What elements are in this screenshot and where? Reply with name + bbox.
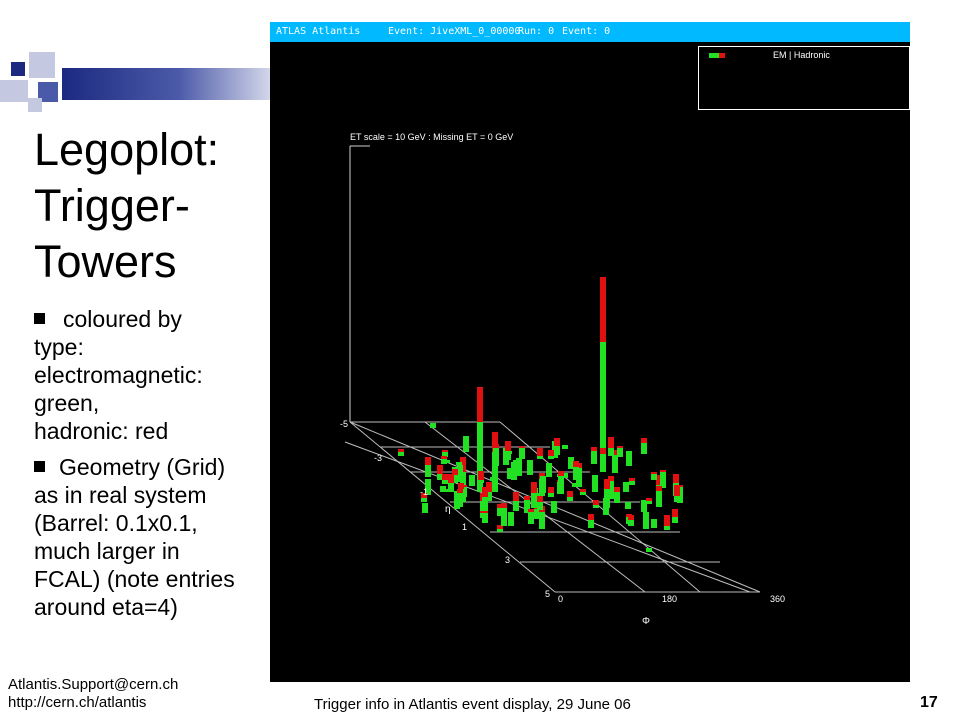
em-tower bbox=[516, 458, 522, 476]
em-tower bbox=[478, 480, 484, 483]
eta-tick: 1 bbox=[462, 522, 468, 532]
decor-square-light-1 bbox=[29, 52, 55, 78]
em-tower bbox=[444, 489, 450, 492]
bullet-square-icon bbox=[34, 313, 45, 324]
em-tower bbox=[546, 471, 552, 477]
em-tower bbox=[604, 489, 610, 507]
em-tower bbox=[444, 460, 450, 463]
bullet-text: around eta=4) bbox=[34, 594, 178, 620]
atlantis-event-label: Event: JiveXML_0_00000 bbox=[388, 26, 521, 37]
em-tower bbox=[612, 455, 618, 473]
hadronic-tower bbox=[528, 509, 534, 512]
hadronic-tower bbox=[656, 486, 662, 491]
em-tower bbox=[527, 460, 533, 475]
em-tower bbox=[508, 512, 514, 526]
em-tower bbox=[646, 548, 652, 552]
phi-tick: 360 bbox=[770, 594, 786, 604]
footer-title: Trigger info in Atlantis event display, 29 June 06 bbox=[314, 696, 631, 713]
em-tower bbox=[480, 513, 486, 518]
hadronic-tower bbox=[448, 474, 454, 483]
hadronic-tower bbox=[593, 500, 599, 505]
phi-tick: 180 bbox=[662, 594, 678, 604]
title-line: Towers bbox=[34, 236, 177, 287]
em-tower bbox=[548, 456, 554, 459]
atlantis-event-number: Event: 0 bbox=[562, 26, 611, 37]
bullet-text: electromagnetic: bbox=[34, 362, 203, 388]
em-tower bbox=[651, 474, 657, 480]
hadronic-tower bbox=[629, 478, 635, 481]
em-tower bbox=[558, 476, 564, 494]
hadronic-tower bbox=[480, 511, 486, 513]
bullet-text: coloured by bbox=[63, 306, 182, 332]
hadronic-tower bbox=[608, 437, 614, 448]
em-tower bbox=[629, 481, 635, 485]
hadronic-tower bbox=[672, 509, 678, 517]
et-scale-bar bbox=[350, 146, 370, 422]
hadronic-tower bbox=[600, 448, 606, 454]
footer-url: http://cern.ch/atlantis bbox=[8, 694, 147, 711]
eta-tick: -5 bbox=[340, 419, 349, 429]
hadronic-tower bbox=[673, 474, 679, 483]
title-line: Legoplot: bbox=[34, 124, 220, 175]
em-tower bbox=[537, 502, 543, 510]
page-number: 17 bbox=[920, 694, 938, 711]
em-tower bbox=[537, 456, 543, 459]
hadronic-tower bbox=[580, 489, 586, 492]
eta-tick: 3 bbox=[505, 555, 511, 565]
atlantis-window bbox=[270, 22, 910, 682]
hadronic-tower bbox=[441, 456, 447, 459]
hadronic-tower bbox=[537, 448, 543, 456]
em-tower bbox=[591, 451, 597, 464]
bullet-square-icon bbox=[34, 461, 45, 472]
em-tower bbox=[505, 451, 511, 460]
em-tower bbox=[651, 519, 657, 528]
hadronic-tower bbox=[604, 479, 610, 489]
hadronic-tower bbox=[554, 438, 560, 446]
hadronic-tower bbox=[641, 438, 647, 443]
decor-square-dark-1 bbox=[11, 62, 25, 76]
em-tower bbox=[600, 454, 606, 468]
em-tower bbox=[422, 503, 428, 513]
hadronic-tower bbox=[524, 496, 530, 500]
slide-title bbox=[34, 122, 274, 290]
bullet-text: FCAL) (note entries bbox=[34, 566, 235, 592]
em-tower bbox=[641, 443, 647, 454]
bullet-text: type: bbox=[34, 334, 84, 360]
em-tower bbox=[531, 493, 537, 508]
hadronic-tower bbox=[600, 277, 606, 342]
hadronic-tower bbox=[664, 515, 670, 526]
em-tower bbox=[656, 491, 662, 507]
em-tower bbox=[573, 467, 579, 480]
legend-label: EM | Hadronic bbox=[773, 50, 830, 60]
hadronic-tower bbox=[646, 498, 652, 501]
em-tower bbox=[546, 463, 552, 472]
em-tower bbox=[593, 505, 599, 508]
em-tower bbox=[592, 475, 598, 492]
hadronic-tower bbox=[567, 491, 573, 497]
bullet-text: Geometry (Grid) bbox=[59, 454, 226, 480]
tower-group bbox=[398, 277, 683, 552]
em-tower bbox=[528, 512, 534, 524]
hadronic-tower bbox=[425, 457, 431, 465]
em-tower bbox=[513, 501, 519, 511]
em-tower bbox=[562, 445, 568, 449]
hadronic-tower bbox=[477, 387, 483, 422]
lego-plot bbox=[270, 22, 910, 682]
bullet-item-colouring bbox=[34, 305, 274, 445]
hadronic-tower bbox=[478, 471, 484, 480]
phi-tick: 0 bbox=[558, 594, 564, 604]
hadronic-tower bbox=[501, 503, 507, 508]
hadronic-tower bbox=[531, 482, 537, 493]
em-tower bbox=[608, 448, 614, 456]
hadronic-tower bbox=[660, 470, 666, 472]
hadronic-tower bbox=[548, 450, 554, 456]
hadronic-tower bbox=[628, 515, 634, 520]
hadronic-tower bbox=[588, 514, 594, 520]
bullet-text: hadronic: red bbox=[34, 418, 169, 444]
et-scale-label: ET scale = 10 GeV : Missing ET = 0 GeV bbox=[350, 132, 514, 142]
em-tower bbox=[567, 497, 573, 501]
slide-header-bar bbox=[62, 68, 274, 100]
hadronic-tower bbox=[558, 471, 564, 476]
atlantis-run-label: Run: 0 bbox=[518, 26, 555, 37]
em-tower bbox=[539, 512, 545, 529]
em-tower bbox=[398, 452, 404, 456]
em-tower bbox=[490, 477, 496, 481]
bullet-text: as in real system bbox=[34, 482, 207, 508]
em-tower bbox=[519, 448, 525, 459]
em-tower bbox=[482, 497, 488, 510]
em-tower bbox=[623, 482, 629, 492]
bullet-text: much larger in bbox=[34, 538, 180, 564]
em-tower bbox=[617, 448, 623, 457]
hadronic-tower bbox=[482, 487, 488, 497]
hadronic-tower bbox=[505, 441, 511, 451]
em-tower bbox=[626, 451, 632, 466]
atlantis-app-name: ATLAS Atlantis bbox=[276, 26, 361, 37]
hadronic-tower bbox=[674, 485, 680, 496]
em-tower bbox=[554, 446, 560, 455]
em-tower bbox=[674, 496, 680, 502]
em-tower bbox=[421, 498, 427, 502]
em-tower bbox=[646, 501, 652, 504]
em-tower bbox=[457, 493, 463, 507]
hadronic-tower bbox=[513, 492, 519, 501]
em-tower bbox=[430, 423, 436, 428]
hadronic-tower bbox=[537, 496, 543, 502]
hadronic-tower bbox=[493, 444, 499, 448]
bullet-list bbox=[34, 305, 274, 621]
title-line: Trigger- bbox=[34, 180, 190, 231]
em-tower bbox=[497, 529, 503, 532]
em-tower bbox=[456, 462, 462, 465]
em-tower bbox=[493, 448, 499, 466]
hadronic-tower bbox=[519, 446, 525, 448]
bullet-text: (Barrel: 0.1x0.1, bbox=[34, 510, 198, 536]
hadronic-tower bbox=[617, 446, 623, 448]
em-tower bbox=[548, 493, 554, 497]
em-tower bbox=[625, 502, 631, 509]
hadronic-tower bbox=[614, 487, 620, 492]
hadronic-tower bbox=[651, 472, 657, 474]
em-tower bbox=[425, 465, 431, 477]
hadronic-tower bbox=[591, 447, 597, 451]
em-tower bbox=[469, 475, 475, 486]
em-tower bbox=[540, 476, 546, 493]
decor-square-light-3 bbox=[28, 98, 42, 112]
em-tower bbox=[672, 517, 678, 523]
eta-tick: 5 bbox=[545, 589, 551, 599]
em-tower bbox=[463, 436, 469, 452]
hadronic-tower bbox=[442, 474, 448, 480]
em-tower bbox=[614, 492, 620, 503]
eta-tick: -1 bbox=[420, 487, 429, 497]
em-tower bbox=[580, 492, 586, 495]
hadronic-tower bbox=[458, 483, 464, 489]
em-tower bbox=[660, 472, 666, 488]
hadronic-tower bbox=[457, 489, 463, 493]
eta-axis-label: η bbox=[445, 504, 451, 515]
em-tower bbox=[588, 520, 594, 528]
em-tower bbox=[442, 480, 448, 484]
hadronic-tower bbox=[437, 465, 443, 474]
em-tower bbox=[551, 501, 557, 513]
bullet-item-geometry bbox=[34, 453, 274, 621]
em-tower bbox=[664, 526, 670, 530]
hadronic-tower bbox=[442, 450, 448, 452]
eta-tick: -3 bbox=[374, 453, 383, 463]
hadronic-tower bbox=[398, 449, 404, 452]
decor-square-light-2 bbox=[0, 80, 28, 102]
em-tower bbox=[628, 520, 634, 526]
em-tower bbox=[643, 512, 649, 529]
footer-contact bbox=[8, 676, 178, 712]
phi-axis-label: Φ bbox=[642, 616, 650, 627]
em-tower bbox=[501, 508, 507, 526]
footer-email: Atlantis.Support@cern.ch bbox=[8, 676, 179, 693]
bullet-text: green, bbox=[34, 390, 100, 416]
hadronic-tower bbox=[573, 461, 579, 467]
hadronic-tower bbox=[548, 487, 554, 493]
